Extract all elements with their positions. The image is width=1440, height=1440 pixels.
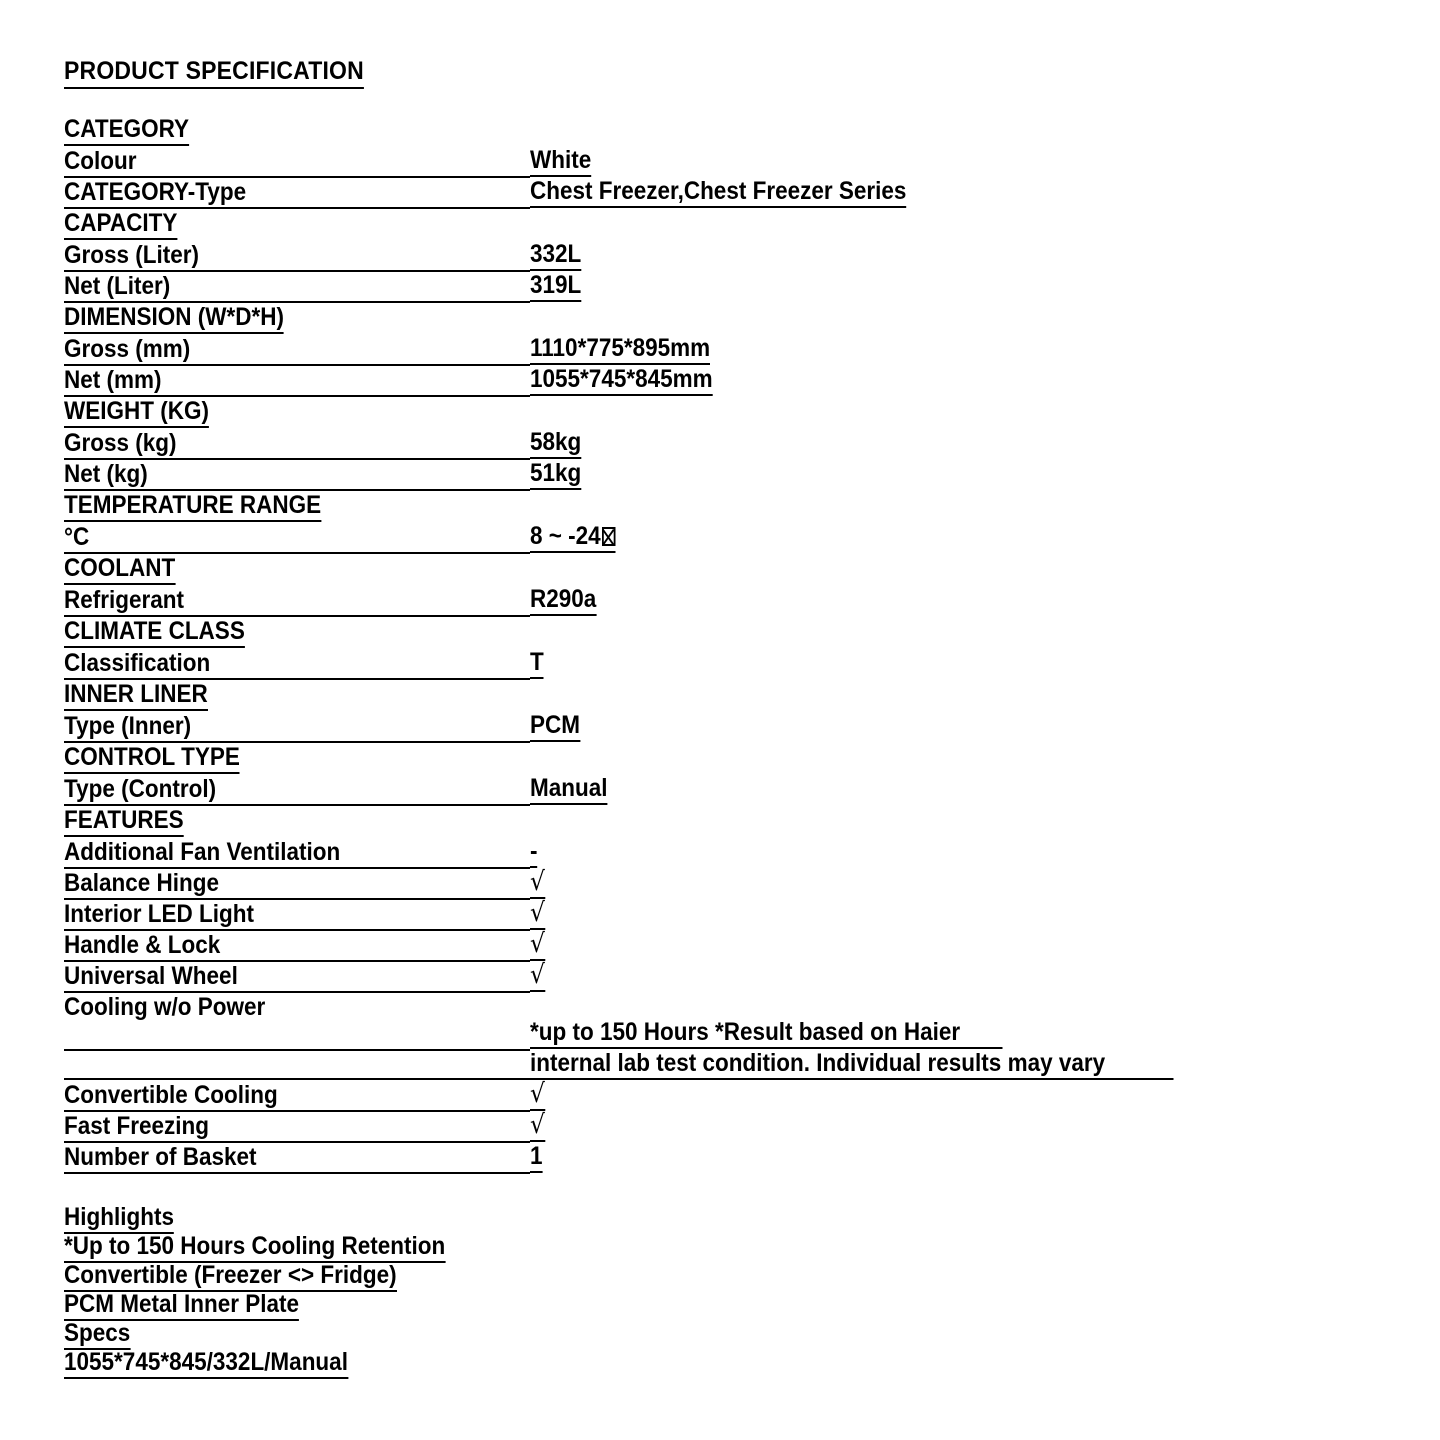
spec-row-rule	[64, 1049, 530, 1051]
spec-value-text: 58kg	[530, 428, 582, 456]
spec-label-cell	[64, 146, 530, 177]
spec-label: °C	[64, 523, 90, 551]
highlight-text: *Up to 150 Hours Cooling Retention	[64, 1232, 445, 1263]
spec-section-label-cell	[64, 679, 530, 711]
spec-section-header-row	[64, 805, 1244, 837]
spec-section-header-row	[64, 616, 1244, 648]
spec-section-label: COOLANT	[64, 554, 175, 585]
spec-section-label-cell	[64, 208, 530, 240]
spec-value-text: 332L	[530, 240, 582, 268]
spec-section-label: CATEGORY	[64, 115, 189, 146]
spec-value	[530, 177, 906, 208]
specification-table	[64, 115, 1244, 1174]
spec-label-cell	[64, 774, 530, 805]
spec-label: Interior LED Light	[64, 900, 254, 928]
spec-value	[530, 585, 596, 616]
highlight-line	[64, 1261, 1440, 1290]
spec-value-cell	[530, 648, 1244, 679]
spec-value	[530, 961, 545, 992]
spec-value-text: PCM	[530, 711, 581, 739]
missing-glyph-box-icon	[602, 527, 616, 546]
spec-value	[530, 1142, 543, 1173]
spec-section-label-cell	[64, 396, 530, 428]
highlight-text: Highlights	[64, 1203, 174, 1234]
spec-value-cell	[530, 930, 1244, 961]
spec-label-cell	[64, 961, 530, 992]
spec-label-cell	[64, 522, 530, 553]
spec-row	[64, 365, 1244, 396]
spec-label-cell	[64, 365, 530, 396]
spec-label-cell	[64, 930, 530, 961]
spec-row	[64, 177, 1244, 208]
spec-row	[64, 774, 1244, 805]
spec-value-cell	[530, 1111, 1244, 1142]
spec-row	[64, 992, 1244, 1080]
check-icon: √	[530, 960, 545, 990]
spec-section-label-cell	[64, 742, 530, 774]
spec-section-header-row	[64, 679, 1244, 711]
spec-row	[64, 711, 1244, 742]
spec-section-value-cell	[530, 302, 1244, 334]
spec-section-label: TEMPERATURE RANGE	[64, 491, 321, 522]
spec-value	[530, 522, 615, 553]
spec-row	[64, 648, 1244, 679]
spec-value-text: White	[530, 146, 592, 174]
spec-label: Number of Basket	[64, 1143, 257, 1171]
spec-label: Handle & Lock	[64, 931, 221, 959]
spec-label: Gross (Liter)	[64, 241, 200, 269]
spec-row	[64, 240, 1244, 271]
spec-value-cell	[530, 1080, 1244, 1111]
spec-row	[64, 1080, 1244, 1111]
spec-section-header-row	[64, 553, 1244, 585]
spec-value-text: 319L	[530, 271, 582, 299]
spec-label: Type (Control)	[64, 775, 217, 803]
spec-label: Fast Freezing	[64, 1112, 210, 1140]
highlight-text: PCM Metal Inner Plate	[64, 1290, 299, 1321]
spec-section-value-cell	[530, 115, 1244, 146]
spec-value-cell	[530, 961, 1244, 992]
highlight-text: Specs	[64, 1319, 130, 1350]
spec-label-cell	[64, 271, 530, 302]
spec-label-cell	[64, 428, 530, 459]
spec-section-value-cell	[530, 679, 1244, 711]
spec-section-header-row	[64, 396, 1244, 428]
spec-value-cell	[530, 240, 1244, 271]
spec-value	[530, 774, 608, 805]
spec-label-cell	[64, 177, 530, 208]
spec-value	[530, 837, 537, 868]
spec-label-cell	[64, 899, 530, 930]
spec-row	[64, 868, 1244, 899]
spec-row	[64, 1142, 1244, 1173]
page-title-block	[64, 56, 1440, 89]
spec-value-text: 1110*775*895mm	[530, 334, 711, 362]
spec-value-multiline	[530, 1018, 1173, 1080]
spec-section-label-cell	[64, 115, 530, 146]
spec-value-cell	[530, 334, 1244, 365]
spec-value-cell	[530, 711, 1244, 742]
spec-label-cell	[64, 240, 530, 271]
spec-section-header-row	[64, 742, 1244, 774]
spec-value-text: 51kg	[530, 459, 582, 487]
spec-value	[530, 334, 710, 365]
spec-label: CATEGORY-Type	[64, 178, 247, 206]
spec-value	[530, 240, 581, 271]
not-available-dash: -	[530, 837, 538, 865]
spec-section-label: FEATURES	[64, 806, 184, 837]
spec-section-label-cell	[64, 805, 530, 837]
spec-label: Gross (mm)	[64, 335, 191, 363]
spec-value	[530, 868, 545, 899]
spec-value	[530, 1080, 545, 1111]
spec-section-header-row	[64, 302, 1244, 334]
spec-value	[530, 930, 545, 961]
spec-section-label: INNER LINER	[64, 680, 208, 711]
spec-label: Balance Hinge	[64, 869, 220, 897]
highlight-text: Convertible (Freezer <> Fridge)	[64, 1261, 397, 1292]
highlight-line	[64, 1290, 1440, 1319]
spec-label: Colour	[64, 147, 137, 175]
spec-label-cell	[64, 459, 530, 490]
spec-label-cell	[64, 868, 530, 899]
check-icon: √	[530, 867, 545, 897]
spec-value	[530, 711, 580, 742]
spec-value-cell	[530, 837, 1244, 868]
spec-section-value-cell	[530, 742, 1244, 774]
spec-value	[530, 146, 591, 177]
spec-section-value-cell	[530, 396, 1244, 428]
spec-value	[530, 271, 581, 302]
spec-value	[530, 459, 581, 490]
spec-value-text: 1	[530, 1142, 543, 1170]
spec-section-label-cell	[64, 302, 530, 334]
spec-value	[530, 428, 581, 459]
spec-label-cell	[64, 1142, 530, 1173]
spec-value	[530, 648, 544, 679]
spec-section-value-cell	[530, 553, 1244, 585]
spec-row	[64, 930, 1244, 961]
spec-section-value-cell	[530, 616, 1244, 648]
spec-section-value-cell	[530, 490, 1244, 522]
page-title: PRODUCT SPECIFICATION	[64, 56, 364, 89]
spec-value-text: Manual	[530, 774, 608, 802]
spec-label: Gross (kg)	[64, 429, 177, 457]
spec-label-cell	[64, 1111, 530, 1142]
spec-section-header-row	[64, 490, 1244, 522]
spec-value-cell	[530, 365, 1244, 396]
spec-value-cell	[530, 1142, 1244, 1173]
spec-value	[530, 365, 713, 396]
spec-section-header-row	[64, 208, 1244, 240]
spec-label: Refrigerant	[64, 586, 185, 614]
check-icon: √	[530, 929, 545, 959]
spec-row	[64, 585, 1244, 616]
spec-label: Net (mm)	[64, 366, 162, 394]
spec-value-cell	[530, 428, 1244, 459]
spec-section-label: CLIMATE CLASS	[64, 617, 245, 648]
highlight-line	[64, 1232, 1440, 1261]
spec-section-value-cell	[530, 208, 1244, 240]
spec-section-header-row	[64, 115, 1244, 146]
spec-label: Convertible Cooling	[64, 1081, 278, 1109]
spec-section-label: WEIGHT (KG)	[64, 397, 209, 428]
spec-row	[64, 837, 1244, 868]
spec-row	[64, 1111, 1244, 1142]
spec-row	[64, 522, 1244, 553]
spec-section-label: CAPACITY	[64, 209, 177, 240]
spec-value-text: Chest Freezer,Chest Freezer Series	[530, 177, 907, 205]
highlights-section	[64, 1203, 1440, 1377]
spec-value-cell	[530, 271, 1244, 302]
spec-row	[64, 146, 1244, 177]
spec-label: Cooling w/o Power	[64, 993, 266, 1021]
spec-value-cell	[530, 585, 1244, 616]
highlight-text: 1055*745*845/332L/Manual	[64, 1348, 348, 1379]
spec-row	[64, 271, 1244, 302]
spec-row-rule	[64, 1078, 530, 1080]
check-icon: √	[530, 898, 545, 928]
spec-value-text: 8 ~ -24	[530, 522, 601, 550]
spec-label-cell	[64, 992, 530, 1080]
spec-label: Type (Inner)	[64, 712, 192, 740]
spec-section-label-cell	[64, 616, 530, 648]
spec-label: Classification	[64, 649, 211, 677]
spec-row	[64, 428, 1244, 459]
spec-label-cell	[64, 334, 530, 365]
spec-section-label-cell	[64, 553, 530, 585]
spec-value-text: 1055*745*845mm	[530, 365, 713, 393]
spec-row	[64, 459, 1244, 490]
check-icon: √	[530, 1110, 545, 1140]
spec-section-label: DIMENSION (W*D*H)	[64, 303, 284, 334]
spec-value-line: *up to 150 Hours *Result based on Haier	[530, 1018, 1003, 1049]
spec-value-text: R290a	[530, 585, 597, 613]
spec-section-label: CONTROL TYPE	[64, 743, 240, 774]
spec-row	[64, 334, 1244, 365]
spec-label-cell	[64, 711, 530, 742]
check-icon: √	[530, 1079, 545, 1109]
spec-value-cell	[530, 459, 1244, 490]
spec-value-cell	[530, 522, 1244, 553]
spec-value-cell	[530, 992, 1244, 1080]
spec-value-line: internal lab test condition. Individual results may vary	[530, 1049, 1174, 1080]
spec-row	[64, 961, 1244, 992]
spec-value	[530, 1111, 545, 1142]
spec-label: Universal Wheel	[64, 962, 238, 990]
spec-label: Net (kg)	[64, 460, 148, 488]
spec-label: Additional Fan Ventilation	[64, 838, 341, 866]
spec-label-cell	[64, 648, 530, 679]
specification-table-body	[64, 115, 1244, 1173]
highlight-line	[64, 1348, 1440, 1377]
spec-label-cell	[64, 1080, 530, 1111]
spec-value-cell	[530, 774, 1244, 805]
spec-section-label-cell	[64, 490, 530, 522]
spec-label-cell	[64, 585, 530, 616]
spec-value-cell	[530, 899, 1244, 930]
spec-label-cell	[64, 837, 530, 868]
spec-label: Net (Liter)	[64, 272, 171, 300]
spec-value-cell	[530, 868, 1244, 899]
highlight-line	[64, 1319, 1440, 1348]
spec-section-value-cell	[530, 805, 1244, 837]
spec-value-text: T	[530, 648, 544, 676]
spec-value	[530, 899, 545, 930]
spec-row	[64, 899, 1244, 930]
highlight-line	[64, 1203, 1440, 1232]
spec-value-cell	[530, 146, 1244, 177]
spec-value-cell	[530, 177, 1244, 208]
